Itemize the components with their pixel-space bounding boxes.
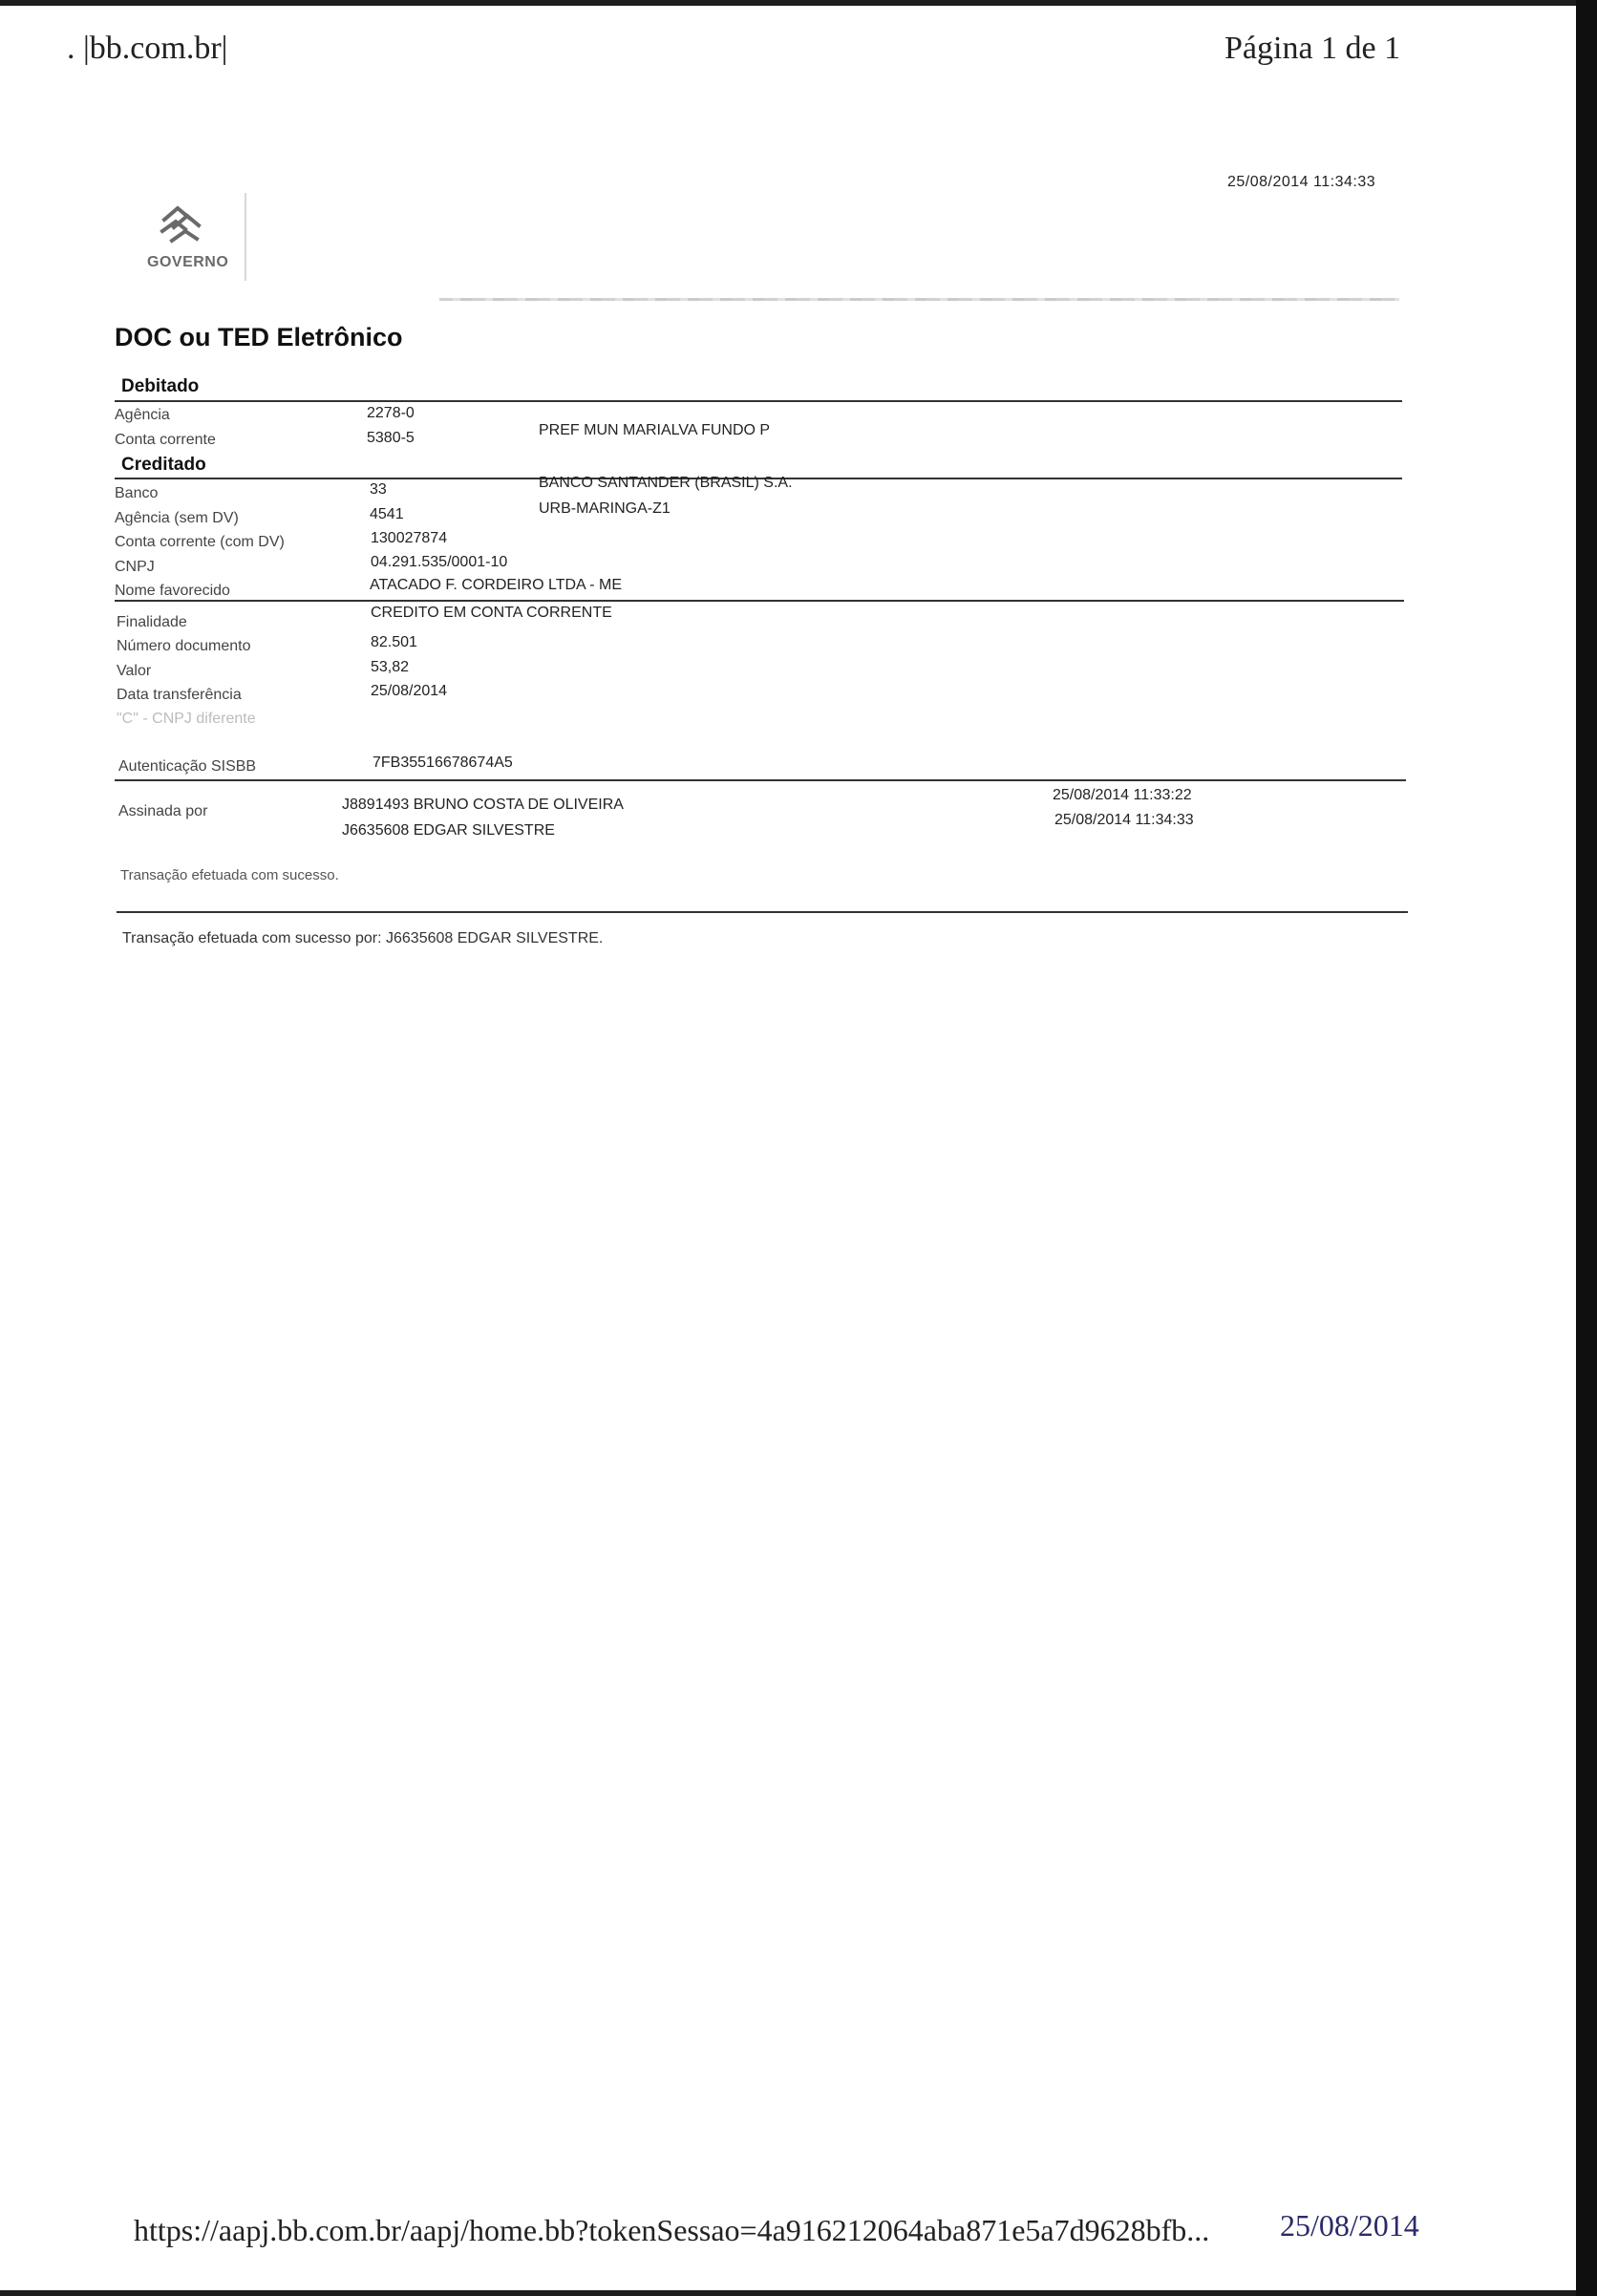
footer-url: https://aapj.bb.com.br/aapj/home.bb?tokenSessao=4a916212064aba871e5a7d9628bfb... [134, 2213, 1210, 2247]
divider-top [439, 298, 1399, 301]
label-banco: Banco [115, 485, 159, 501]
label-data-transferencia: Data transferência [117, 687, 242, 703]
value-finalidade: CREDITO EM CONTA CORRENTE [371, 605, 612, 621]
section-creditado: Creditado [121, 455, 206, 475]
signer-1-datetime: 25/08/2014 11:33:22 [1053, 787, 1192, 803]
label-valor: Valor [117, 663, 152, 679]
value-numero-documento: 82.501 [371, 634, 417, 650]
signer-1: J8891493 BRUNO COSTA DE OLIVEIRA [342, 797, 624, 813]
divider [115, 400, 1402, 402]
divider [117, 911, 1408, 913]
value-banco-nome: BANCO SANTANDER (BRASIL) S.A. [539, 475, 793, 491]
logo-caption: GOVERNO [147, 254, 229, 270]
value-autenticacao: 7FB35516678674A5 [373, 755, 513, 771]
divider [115, 779, 1406, 781]
note-cnpj-diferente: "C" - CNPJ diferente [117, 711, 256, 727]
value-nome-favorecido: ATACADO F. CORDEIRO LTDA - ME [370, 577, 623, 593]
label-conta-com-dv: Conta corrente (com DV) [115, 534, 285, 550]
label-cnpj: CNPJ [115, 559, 155, 575]
label-agencia-sem-dv: Agência (sem DV) [115, 510, 239, 526]
divider [115, 600, 1404, 602]
status-message-by: Transação efetuada com sucesso por: J6635608 EDGAR SILVESTRE. [122, 930, 604, 946]
value-titular: PREF MUN MARIALVA FUNDO P [539, 422, 771, 438]
label-finalidade: Finalidade [117, 614, 187, 630]
print-datetime: 25/08/2014 11:34:33 [1227, 174, 1376, 190]
label-conta-corrente: Conta corrente [115, 432, 216, 448]
value-conta-corrente: 5380-5 [367, 430, 415, 446]
label-nome-favorecido: Nome favorecido [115, 583, 230, 599]
label-autenticacao: Autenticação SISBB [118, 758, 257, 775]
scanned-page [0, 6, 1576, 2290]
header-page-number: Página 1 de 1 [1224, 31, 1401, 66]
label-agencia: Agência [115, 407, 170, 423]
value-agencia-sem-dv: 4541 [370, 506, 404, 522]
bb-logo-icon [157, 202, 204, 246]
section-debitado: Debitado [121, 376, 200, 396]
value-banco: 33 [370, 481, 387, 498]
footer-date: 25/08/2014 [1280, 2208, 1419, 2243]
header-site: . |bb.com.br| [67, 31, 228, 66]
label-assinada-por: Assinada por [118, 803, 208, 819]
value-data-transferencia: 25/08/2014 [371, 683, 448, 699]
signer-2: J6635608 EDGAR SILVESTRE [342, 822, 555, 839]
status-message: Transação efetuada com sucesso. [120, 867, 339, 883]
value-agencia: 2278-0 [367, 405, 415, 421]
value-agencia-nome: URB-MARINGA-Z1 [539, 500, 671, 517]
signer-2-datetime: 25/08/2014 11:34:33 [1054, 812, 1194, 828]
value-cnpj: 04.291.535/0001-10 [371, 554, 508, 570]
value-conta-com-dv: 130027874 [371, 530, 448, 546]
page-title: DOC ou TED Eletrônico [115, 323, 403, 351]
value-valor: 53,82 [371, 659, 410, 675]
scan-edge [1576, 0, 1597, 2296]
bank-logo [115, 193, 246, 281]
label-numero-documento: Número documento [117, 638, 251, 654]
